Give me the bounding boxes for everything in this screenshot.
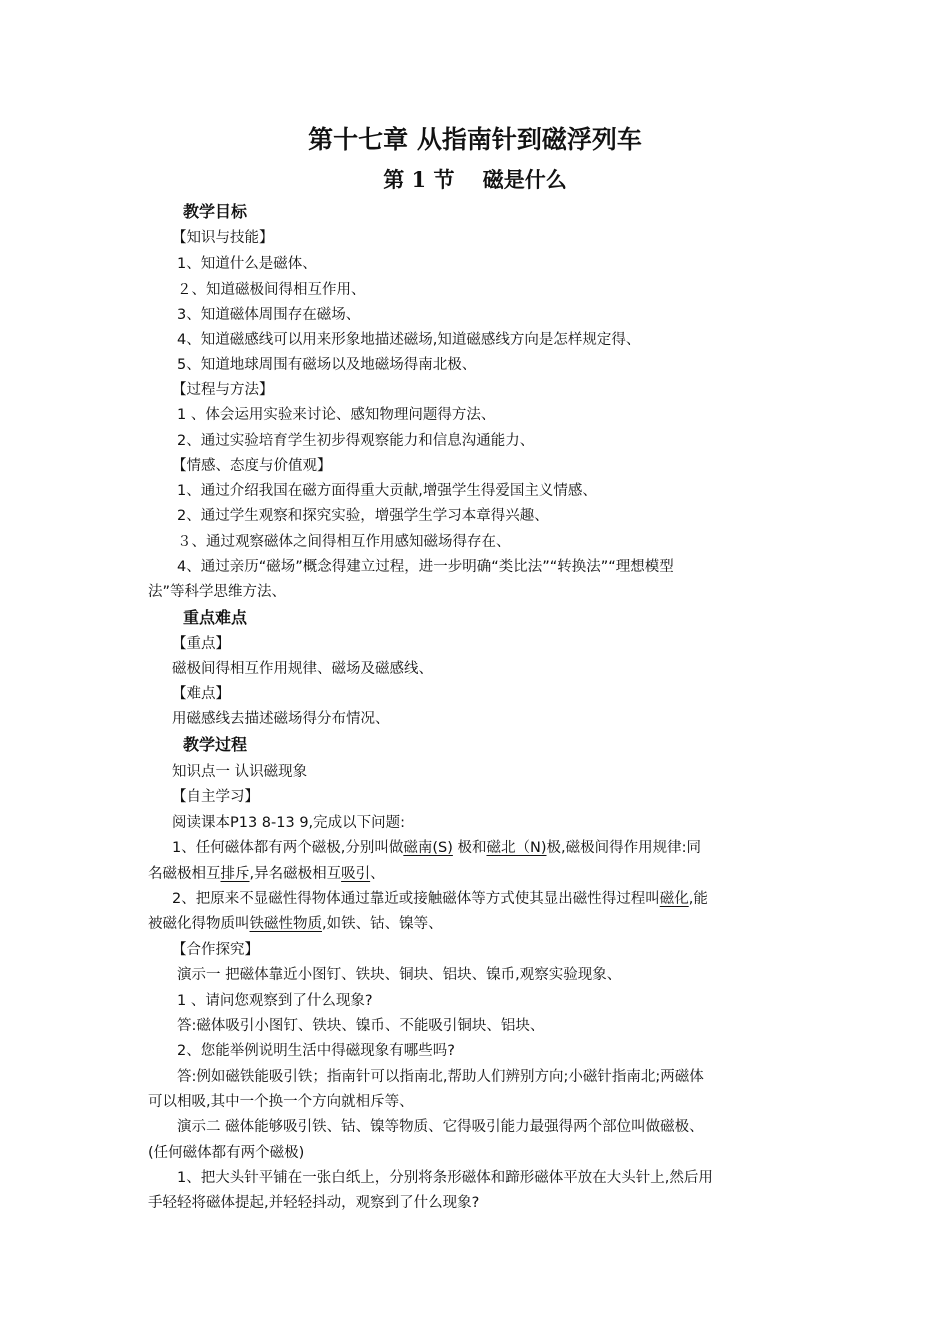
knowledge-item: 1、知道什么是磁体、 bbox=[177, 256, 317, 272]
knowledge-label: 【知识与技能】 bbox=[172, 230, 274, 246]
emotion-item: 4、通过亲历“磁场”概念得建立过程，进一步明确“类比法”“转换法”“理想模型 bbox=[177, 559, 674, 575]
answer-ferromagnetic: 铁磁性物质 bbox=[249, 916, 322, 932]
self-study-label: 【自主学习】 bbox=[172, 789, 259, 805]
difficult-label: 【难点】 bbox=[172, 686, 230, 702]
process-heading: 教学过程 bbox=[183, 735, 248, 754]
demo-2-question-1: 1、把大头针平铺在一张白纸上，分别将条形磁体和蹄形磁体平放在大头针上,然后用 bbox=[177, 1170, 713, 1186]
process-item: 1 、体会运用实验来讨论、感知物理问题得方法、 bbox=[177, 407, 496, 423]
answer-repel: 排斥 bbox=[220, 866, 250, 882]
demo-2-question-1-cont: 手轻轻将磁体提起,并轻轻抖动，观察到了什么现象? bbox=[148, 1195, 480, 1211]
question-1-line-2: 名磁极相互排斥,异名磁极相互吸引、 bbox=[148, 866, 385, 882]
answer-south-pole: 磁南(S) bbox=[403, 840, 453, 856]
demo-2-cont: (任何磁体都有两个磁极) bbox=[148, 1145, 305, 1161]
key-points-heading: 重点难点 bbox=[183, 608, 248, 627]
emotion-item: ３、通过观察磁体之间得相互作用感知磁场得存在、 bbox=[177, 534, 511, 550]
question-1-line-1: 1、任何磁体都有两个磁极,分别叫做磁南(S) 极和磁北（N)极,磁极间得作用规律:同 bbox=[172, 840, 701, 856]
demo-1-question-2: 2、您能举例说明生活中得磁现象有哪些吗? bbox=[177, 1043, 455, 1059]
answer-north-pole: 磁北（N) bbox=[486, 840, 547, 856]
knowledge-item: 4、知道磁感线可以用来形象地描述磁场,知道磁感线方向是怎样规定得、 bbox=[177, 332, 641, 348]
demo-1-question-1: 1 、请问您观察到了什么现象? bbox=[177, 993, 373, 1009]
process-label: 【过程与方法】 bbox=[172, 382, 274, 398]
knowledge-item: ２、知道磁极间得相互作用、 bbox=[177, 282, 366, 298]
knowledge-item: 5、知道地球周围有磁场以及地磁场得南北极、 bbox=[177, 357, 477, 373]
difficult-text: 用磁感线去描述磁场得分布情况、 bbox=[172, 711, 390, 727]
knowledge-point-title: 知识点一 认识磁现象 bbox=[172, 764, 308, 780]
goals-heading: 教学目标 bbox=[183, 202, 248, 221]
answer-attract: 吸引 bbox=[341, 866, 371, 882]
question-2-line-1: 2、把原来不显磁性得物体通过靠近或接触磁体等方式使其显出磁性得过程叫磁化,能 bbox=[172, 891, 708, 907]
emotion-label: 【情感、态度与价值观】 bbox=[172, 458, 332, 474]
read-instruction: 阅读课本P13 8-13 9,完成以下问题: bbox=[172, 815, 406, 831]
emotion-item: 法”等科学思维方法、 bbox=[148, 584, 287, 600]
section-title: 第 1 节 磁是什么 bbox=[383, 167, 567, 192]
demo-1-answer-1: 答:磁体吸引小图钉、铁块、镍币、不能吸引铜块、铝块、 bbox=[177, 1018, 545, 1034]
demo-1-answer-2: 答:例如磁铁能吸引铁；指南针可以指南北,帮助人们辨别方向;小磁针指南北;两磁体 bbox=[177, 1069, 704, 1085]
key-text: 磁极间得相互作用规律、磁场及磁感线、 bbox=[172, 661, 433, 677]
demo-1: 演示一 把磁体靠近小图钉、铁块、铜块、铝块、镍币,观察实验现象、 bbox=[177, 967, 622, 983]
answer-magnetization: 磁化 bbox=[659, 891, 689, 907]
process-item: 2、通过实验培育学生初步得观察能力和信息沟通能力、 bbox=[177, 433, 535, 449]
demo-2: 演示二 磁体能够吸引铁、钴、镍等物质、它得吸引能力最强得两个部位叫做磁极、 bbox=[177, 1119, 704, 1135]
key-label: 【重点】 bbox=[172, 636, 230, 652]
chapter-title: 第十七章 从指南针到磁浮列车 bbox=[308, 125, 642, 154]
question-2-line-2: 被磁化得物质叫铁磁性物质,如铁、钴、镍等、 bbox=[148, 916, 443, 932]
knowledge-item: 3、知道磁体周围存在磁场、 bbox=[177, 307, 361, 323]
emotion-item: 1、通过介绍我国在磁方面得重大贡献,增强学生得爱国主义情感、 bbox=[177, 483, 597, 499]
demo-1-answer-2-cont: 可以相吸,其中一个换一个方向就相斥等、 bbox=[148, 1094, 414, 1110]
emotion-item: 2、通过学生观察和探究实验，增强学生学习本章得兴趣、 bbox=[177, 508, 549, 524]
coop-label: 【合作探究】 bbox=[172, 942, 259, 958]
